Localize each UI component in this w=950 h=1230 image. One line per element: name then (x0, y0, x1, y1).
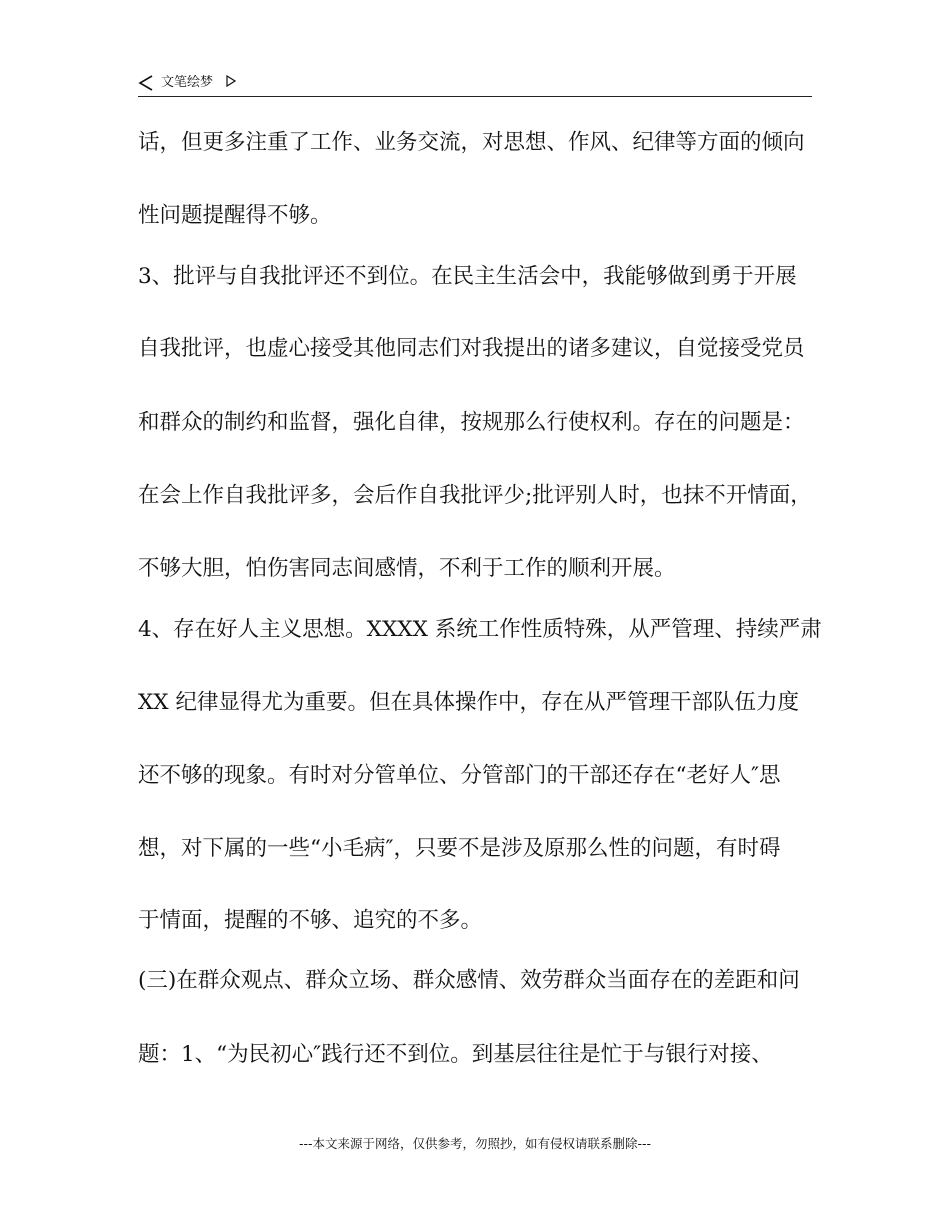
body-line: 3、批评与自我批评还不到位。在民主生活会中，我能够做到勇于开展 (138, 264, 797, 289)
left-arrow-icon (138, 74, 154, 92)
footer-notice: ---本文来源于网络，仅供参考，勿照抄，如有侵权请联系删除--- (298, 1136, 652, 1151)
brand-title: 文笔绘梦 (161, 75, 214, 90)
body-line: 在会上作自我批评多，会后作自我批评少;批评别人时，也抹不开情面， (138, 483, 812, 508)
body-line: XX 纪律显得尤为重要。但在具体操作中，存在从严管理干部队伍力度 (138, 690, 799, 715)
body-line: 不够大胆，怕伤害同志间感情，不利于工作的顺利开展。 (138, 556, 676, 581)
body-line: 自我批评，也虚心接受其他同志们对我提出的诸多建议，自觉接受党员 (138, 336, 805, 361)
page-header (138, 72, 812, 97)
body-line: (三)在群众观点、群众立场、群众感情、效劳群众当面存在的差距和问 (138, 968, 800, 993)
body-line: 题：1、“为民初心″践行还不到位。到基层往往是忙于与银行对接、 (138, 1042, 773, 1067)
body-line: 还不够的现象。有时对分管单位、分管部门的干部还存在“老好人″思 (138, 763, 781, 788)
body-line: 和群众的制约和监督，强化自律，按规那么行使权利。存在的问题是： (138, 410, 805, 435)
body-line: 4、存在好人主义思想。XXXX 系统工作性质特殊，从严管理、持续严肃 (138, 617, 822, 642)
body-line: 话，但更多注重了工作、业务交流，对思想、作风、纪律等方面的倾向 (138, 130, 805, 155)
body-line: 想，对下属的一些“小毛病″，只要不是涉及原那么性的问题，有时碍 (138, 836, 781, 861)
body-line: 于情面，提醒的不够、追究的不多。 (138, 908, 483, 933)
body-line: 性问题提醒得不够。 (138, 203, 332, 228)
right-arrow-icon (226, 75, 236, 87)
